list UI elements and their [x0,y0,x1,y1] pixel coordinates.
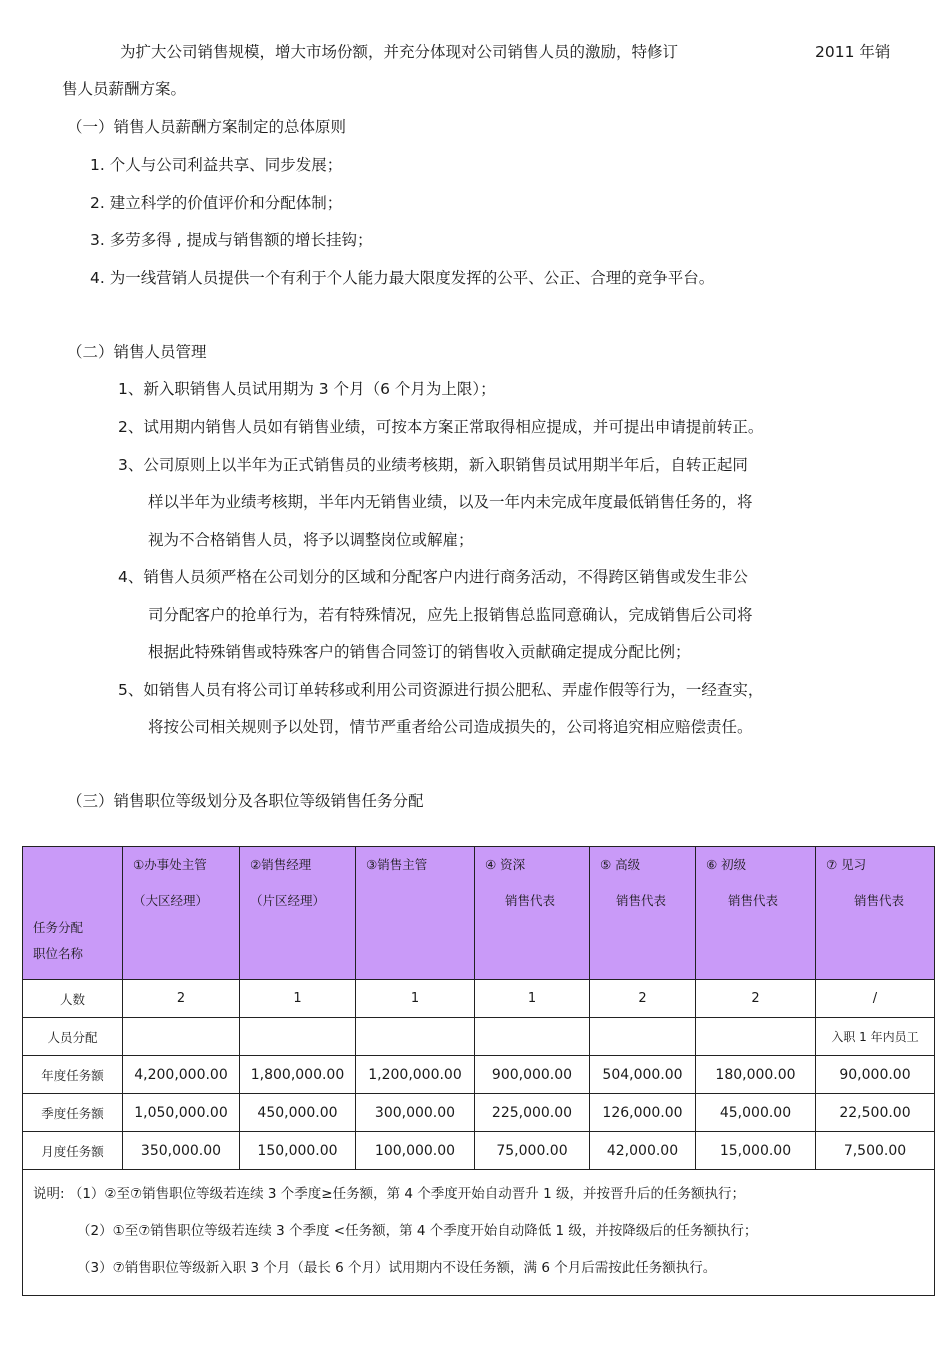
column-header: ④ 资深 销售代表 [475,847,590,980]
header-corner-cell [23,847,123,980]
table-cell: 350,000.00 [123,1132,240,1170]
section-2-title: （二）销售人员管理 [67,343,207,361]
table-cell: 180,000.00 [696,1056,816,1094]
table-cell: 2 [590,980,696,1018]
table-cell: 300,000.00 [356,1094,475,1132]
principle-item: 1. 个人与公司利益共享、同步发展； [90,156,343,174]
table-row [23,1056,935,1094]
table-cell: 75,000.00 [475,1132,590,1170]
table-notes-row [23,1170,935,1296]
intro-line-2: 售人员薪酬方案。 [62,80,187,98]
table-row [23,1094,935,1132]
note-line: 说明: （1）②至⑦销售职位等级若连续 3 个季度≥任务额，第 4 个季度开始自动晋升 1 级，并按晋升后的任务额执行； [33,1186,745,1202]
table-cell: 季度任务额 [23,1094,123,1132]
table-cell: 450,000.00 [240,1094,356,1132]
table-cell: 4,200,000.00 [123,1056,240,1094]
management-line: 视为不合格销售人员，将予以调整岗位或解雇； [148,531,474,549]
table-cell: 2 [696,980,816,1018]
notes-cell [23,1170,935,1296]
management-line: 4、销售人员须严格在公司划分的区域和分配客户内进行商务活动，不得跨区销售或发生非公 [118,568,748,586]
table-cell: 1 [475,980,590,1018]
table-cell: 人数 [23,980,123,1018]
intro-line-1 [120,41,900,63]
table-cell: 504,000.00 [590,1056,696,1094]
table-cell [240,1018,356,1056]
management-line: 司分配客户的抢单行为，若有特殊情况，应先上报销售总监同意确认，完成销售后公司将 [148,606,753,624]
table-cell [356,1018,475,1056]
table-cell: 126,000.00 [590,1094,696,1132]
table-cell: 15,000.00 [696,1132,816,1170]
table-row [23,980,935,1018]
sales-task-table [22,846,935,1296]
table-cell: 150,000.00 [240,1132,356,1170]
table-cell: 年度任务额 [23,1056,123,1094]
principle-item: 4. 为一线营销人员提供一个有利于个人能力最大限度发挥的公平、公正、合理的竞争平台。 [90,269,715,287]
table-row [23,1132,935,1170]
column-header: ⑤ 高级 销售代表 [590,847,696,980]
table-cell: 45,000.00 [696,1094,816,1132]
table-cell: 1,200,000.00 [356,1056,475,1094]
table-cell: 22,500.00 [816,1094,935,1132]
table-cell: 月度任务额 [23,1132,123,1170]
section-3-title: （三）销售职位等级划分及各职位等级销售任务分配 [67,792,424,810]
table-cell: 225,000.00 [475,1094,590,1132]
column-header: ①办事处主管 （大区经理） [123,847,240,980]
table-cell: 1 [240,980,356,1018]
section-1-title: （一）销售人员薪酬方案制定的总体原则 [67,118,347,136]
table-cell: 42,000.00 [590,1132,696,1170]
column-header: ②销售经理 （片区经理） [240,847,356,980]
management-line: 1、新入职销售人员试用期为 3 个月（6 个月为上限）； [118,380,496,398]
table-cell [475,1018,590,1056]
column-header: ③销售主管 [356,847,475,980]
management-line: 将按公司相关规则予以处罚，情节严重者给公司造成损失的，公司将追究相应赔偿责任。 [148,718,753,736]
management-line: 样以半年为业绩考核期，半年内无销售业绩，以及一年内未完成年度最低销售任务的，将 [148,493,753,511]
intro-year: 2011 年销 [815,43,891,61]
note-line: （2）①至⑦销售职位等级若连续 3 个季度 <任务额，第 4 个季度开始自动降低 1 级，并按降级后的任务额执行； [77,1223,758,1239]
table-cell: 1,800,000.00 [240,1056,356,1094]
principle-item: 2. 建立科学的价值评价和分配体制； [90,194,343,212]
table-cell [696,1018,816,1056]
table-cell: 入职 1 年内员工 [816,1018,935,1056]
intro-text: 为扩大公司销售规模，增大市场份额，并充分体现对公司销售人员的激励，特修订 [120,43,679,61]
column-header: ⑥ 初级 销售代表 [696,847,816,980]
corner-bottom-label: 职位名称 [33,946,84,961]
management-line: 2、试用期内销售人员如有销售业绩，可按本方案正常取得相应提成，并可提出申请提前转正。 [118,418,764,436]
table-cell: 900,000.00 [475,1056,590,1094]
management-line: 5、如销售人员有将公司订单转移或利用公司资源进行损公肥私、弄虚作假等行为，一经查实， [118,681,764,699]
note-line: （3）⑦销售职位等级新入职 3 个月（最长 6 个月）试用期内不设任务额，满 6 个月后需按此任务额执行。 [77,1260,717,1276]
table-cell: 100,000.00 [356,1132,475,1170]
corner-top-label: 任务分配 [33,920,84,935]
management-line: 3、公司原则上以半年为正式销售员的业绩考核期，新入职销售员试用期半年后，自转正起同 [118,456,748,474]
table-cell: 7,500.00 [816,1132,935,1170]
table-cell: 人员分配 [23,1018,123,1056]
table-cell: 1,050,000.00 [123,1094,240,1132]
table-cell [590,1018,696,1056]
table-cell: / [816,980,935,1018]
table-cell: 90,000.00 [816,1056,935,1094]
table-cell: 1 [356,980,475,1018]
principle-item: 3. 多劳多得 , 提成与销售额的增长挂钩； [90,231,373,249]
table-cell: 2 [123,980,240,1018]
table-header-row [23,847,935,980]
management-line: 根据此特殊销售或特殊客户的销售合同签订的销售收入贡献确定提成分配比例； [148,643,691,661]
table-cell [123,1018,240,1056]
column-header: ⑦ 见习 销售代表 [816,847,935,980]
table-row [23,1018,935,1056]
